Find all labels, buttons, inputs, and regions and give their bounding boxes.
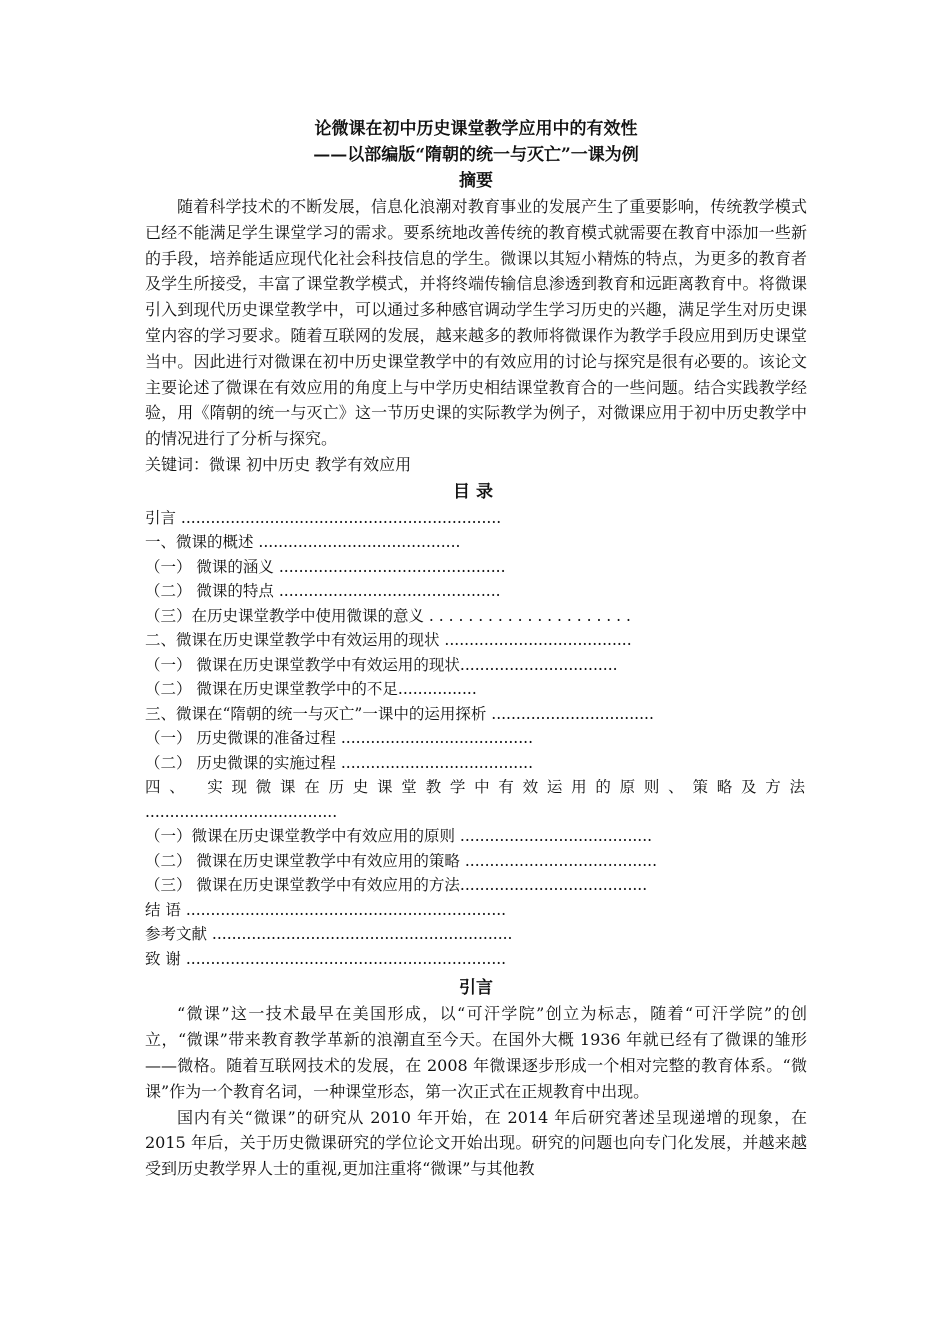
toc-item-4[interactable]: 四、 实现微课在历史课堂教学中有效运用的原则、策略及方法 [145, 778, 807, 797]
keywords: 关键词：微课 初中历史 教学有效应用 [145, 454, 412, 474]
toc-heading: 目录 [453, 481, 499, 502]
toc-item-1[interactable]: 一、微课的概述 ......................................... [145, 533, 461, 552]
toc-item-4-3[interactable]: （三） 微课在历史课堂教学中有效应用的方法...................................... [145, 876, 648, 895]
table-of-contents [145, 506, 807, 972]
toc-item-1-3[interactable]: （三）在历史课堂教学中使用微课的意义 . . . . . . . . . . . . . . . . . . . . . [145, 606, 631, 625]
toc-item-1-2[interactable]: （二） 微课的特点 ............................................. [145, 582, 501, 601]
toc-item-2-1[interactable]: （一） 微课在历史课堂教学中有效运用的现状................................ [145, 655, 618, 674]
toc-item-3-2[interactable]: （二） 历史微课的实施过程 ....................................... [145, 753, 534, 772]
paper-subtitle: ——以部编版“隋朝的统一与灭亡”一课为例 [313, 145, 639, 165]
toc-item-conclusion[interactable]: 结 语 ................................................................. [145, 900, 507, 919]
toc-item-4-dots[interactable]: ....................................... [145, 802, 338, 821]
toc-item-3-1[interactable]: （一） 历史微课的准备过程 ....................................... [145, 729, 534, 748]
abstract-text: 随着科学技术的不断发展，信息化浪潮对教育事业的发展产生了重要影响，传统教学模式已经不能满足学生课堂学习的需求。要系统地改善传统的教育模式就需要在教育中添加一些新的手段，培养能适应现代化社会科技信息的学生。微课以其短小精炼的特点，为更多的教育者及学生所接受，丰富了课堂教学模式，并将终端传输信息渗透到教育和远距离教育中。将微课引入到现代历史课堂教学中，可以通过多种感官调动学生学习历史的兴趣，满足学生对历史课堂内容的学习要求。随着互联网的发展，越来越多的教师将微课作为教学手段应用到历史课堂当中。因此进行对微课在初中历史课堂教学中的有效应用的讨论与探究是很有必要的。该论文主要论述了微课在有效应用的角度上与中学历史相结课堂教育合的一些问题。结合实践教学经验，用《隋朝的统一与灭亡》这一节历史课的实际教学为例子，对微课应用于初中历史教学中的情况进行了分析与探究。 [145, 197, 807, 449]
toc-item-acknowledgement[interactable]: 致 谢 ................................................................. [145, 949, 507, 968]
intro-heading: 引言 [459, 978, 493, 999]
toc-item-references[interactable]: 参考文献 ............................................................. [145, 925, 513, 944]
page-content [145, 116, 807, 1182]
toc-item-2-2[interactable]: （二） 微课在历史课堂教学中的不足................ [145, 680, 477, 699]
abstract-heading: 摘要 [459, 171, 493, 191]
toc-item-3[interactable]: 三、微课在“隋朝的统一与灭亡”一课中的运用探析 ................................. [145, 704, 654, 723]
intro-paragraph-2: 国内有关“微课”的研究从 2010 年开始，在 2014 年后研究著述呈现递增的现象，在 2015 年后，关于历史微课研究的学位论文开始出现。研究的问题也向专门化发展，并越来越受到历史教学界人士的重视,更加注重将“微课”与其他教 [145, 1107, 807, 1179]
toc-item-4-1[interactable]: （一）微课在历史课堂教学中有效应用的原则 ....................................... [145, 827, 653, 846]
intro-paragraph-1: “微课”这一技术最早在美国形成，以“可汗学院”创立为标志，随着“可汗学院”的创立，“微课”带来教育教学革新的浪潮直至今天。在国外大概 1936 年就已经有了微课的雏形——微格。随着互联网技术的发展，在 2008 年微课逐步形成一个相对完整的教育体系。“微课”作为一个教育名词，一种课堂形态，第一次正式在正规教育中出现。 [145, 1004, 807, 1101]
toc-item-intro[interactable]: 引言 ................................................................. [145, 508, 502, 527]
toc-item-1-1[interactable]: （一） 微课的涵义 .............................................. [145, 557, 506, 576]
paper-title: 论微课在初中历史课堂教学应用中的有效性 [314, 119, 638, 139]
toc-item-2[interactable]: 二、微课在历史课堂教学中有效运用的现状 ...................................... [145, 631, 632, 650]
toc-item-4-2[interactable]: （二） 微课在历史课堂教学中有效应用的策略 ....................................... [145, 851, 658, 870]
